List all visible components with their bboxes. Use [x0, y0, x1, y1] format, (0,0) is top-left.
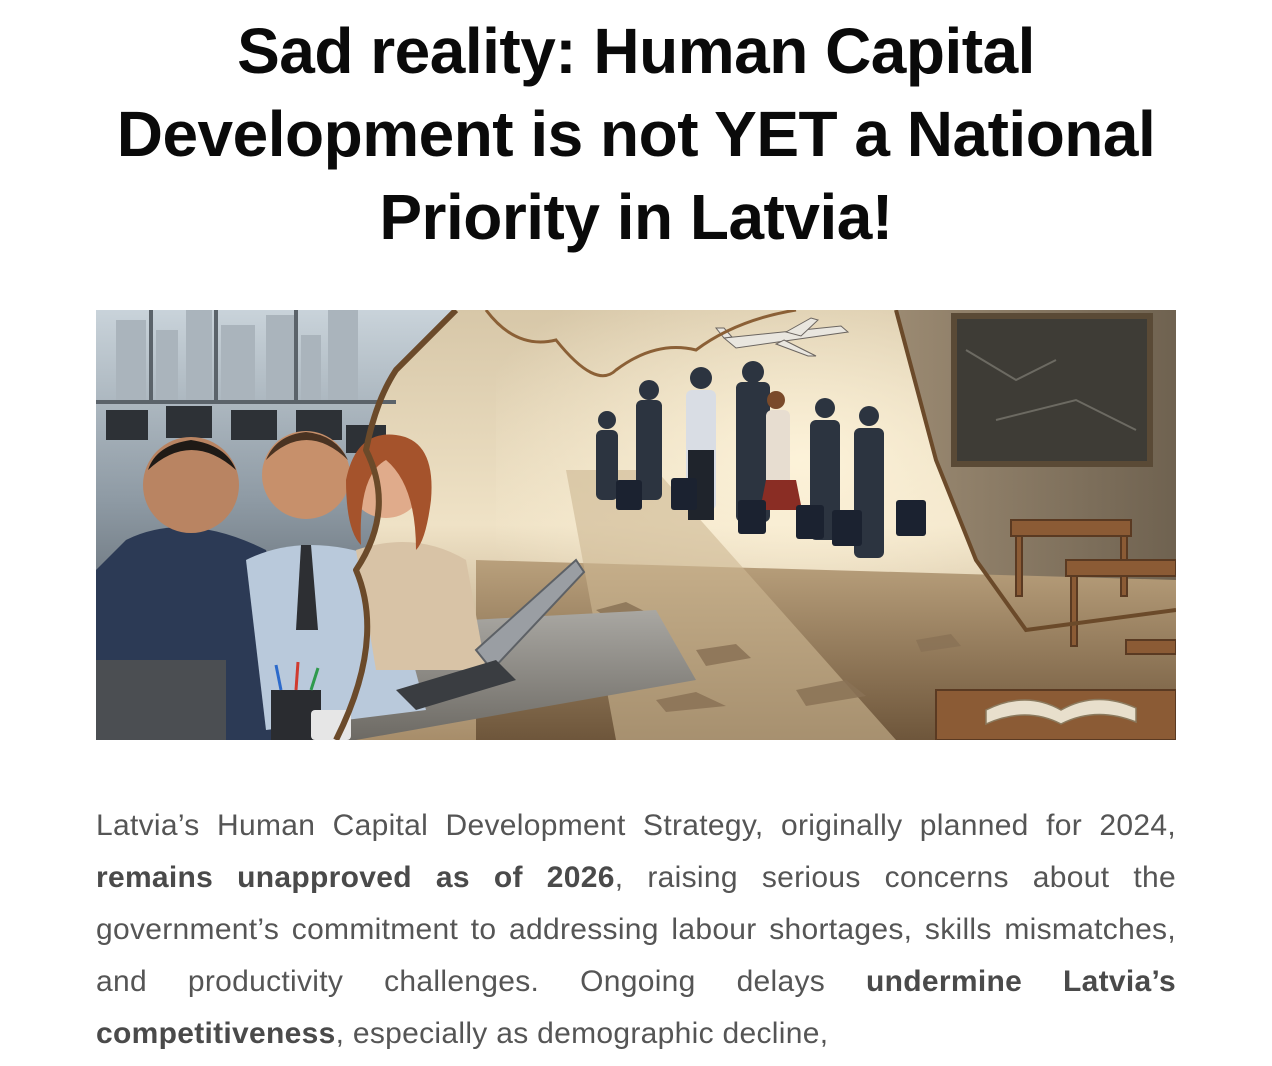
paragraph-highlight-2: undermine Latvia’s competitiveness: [96, 965, 1177, 1050]
article: [96, 0, 1177, 1050]
paragraph-text-1: Latvia’s Human Capital Development Strategy, originally planned for 2024,: [96, 809, 1176, 842]
article-title: Sad reality: Human Capital Development is not YET a National Priority in Latvia!: [116, 15, 1156, 253]
hero-illustration: [96, 310, 1176, 740]
hero-image: [96, 310, 1176, 740]
paragraph-text-2: , raising serious concerns about the government’s commitment to addressing labour shortages, skills mismatches, and productivity challenges. Ongoing delays: [96, 861, 1176, 998]
paragraph-highlight-1: remains unapproved as of 2026: [96, 861, 615, 894]
article-paragraph: [96, 800, 1176, 1060]
paragraph-text-3: , especially as demographic decline,: [335, 1017, 829, 1050]
